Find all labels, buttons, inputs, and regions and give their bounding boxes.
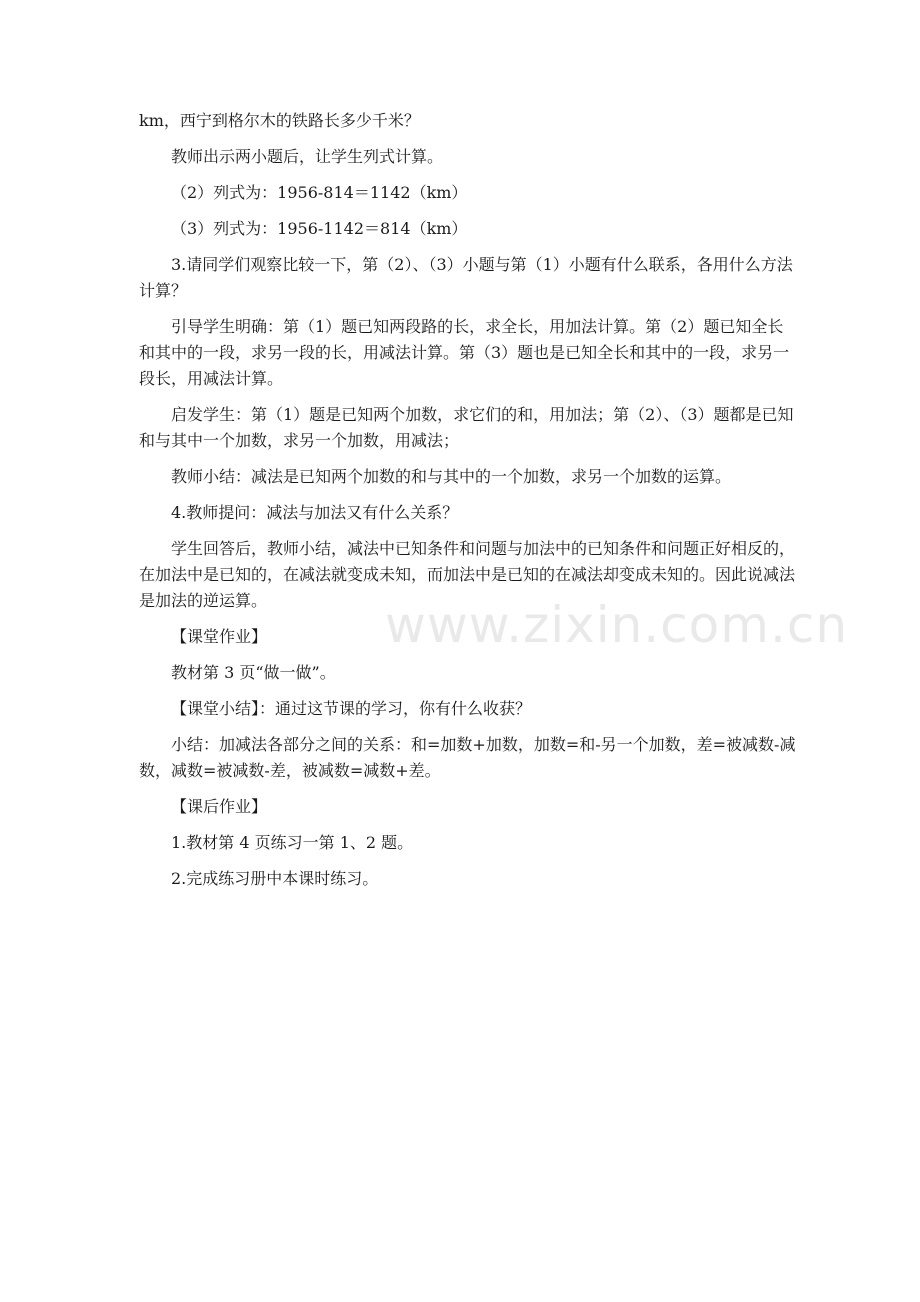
paragraph-teacher-shows: 教师出示两小题后，让学生列式计算。 [171, 147, 444, 166]
paragraph-equation-3: （3）列式为：1956-1142＝814（km） [171, 219, 468, 238]
paragraph-guide-students: 引导学生明确：第（1）题已知两段路的长，求全长，用加法计算。第（2）题已知全长和其中的一段，求另一段的长，用减法计算。第（3）题也是已知全长和其中的一段，求另一段长，用减法计算。 [139, 317, 790, 388]
paragraph-student-answer: 学生回答后，教师小结，减法中已知条件和问题与加法中的已知条件和问题正好相反的，在加法中是已知的，在减法就变成未知，而加法中是已知的在减法却变成未知的。因此说减法是加法的逆运算。 [139, 539, 796, 610]
paragraph-equation-2: （2）列式为：1956-814＝1142（km） [171, 183, 468, 202]
paragraph-homework-2: 2.完成练习册中本课时练习。 [171, 869, 379, 888]
heading-classwork: 【课堂作业】 [171, 627, 268, 646]
paragraph-teacher-summary: 教师小结：减法是已知两个加数的和与其中的一个加数，求另一个加数的运算。 [171, 467, 732, 486]
paragraph-question-4: 4.教师提问：减法与加法又有什么关系？ [171, 503, 459, 522]
paragraph-inspire-students: 启发学生：第（1）题是已知两个加数，求它们的和，用加法；第（2）、（3）题都是已知和与其中一个加数，求另一个加数，用减法； [139, 405, 794, 450]
paragraph-question-3: 3.请同学们观察比较一下，第（2）、（3）小题与第（1）小题有什么联系，各用什么方法计算？ [139, 255, 793, 300]
paragraph-homework-1: 1.教材第 4 页练习一第 1、2 题。 [171, 833, 414, 852]
paragraph-textbook-page3: 教材第 3 页“做一做”。 [171, 663, 336, 682]
document-page [139, 108, 799, 892]
paragraph-continuation: km，西宁到格尔木的铁路长多少千米？ [139, 111, 420, 130]
paragraph-summary-relations: 小结：加减法各部分之间的关系：和=加数+加数，加数=和-另一个加数，差=被减数-减数，减数=被减数-差，被减数=减数+差。 [139, 735, 796, 780]
watermark: www.zixin.com.cn [385, 596, 849, 654]
heading-class-summary: 【课堂小结】：通过这节课的学习，你有什么收获？ [171, 699, 532, 718]
heading-homework: 【课后作业】 [171, 797, 268, 816]
